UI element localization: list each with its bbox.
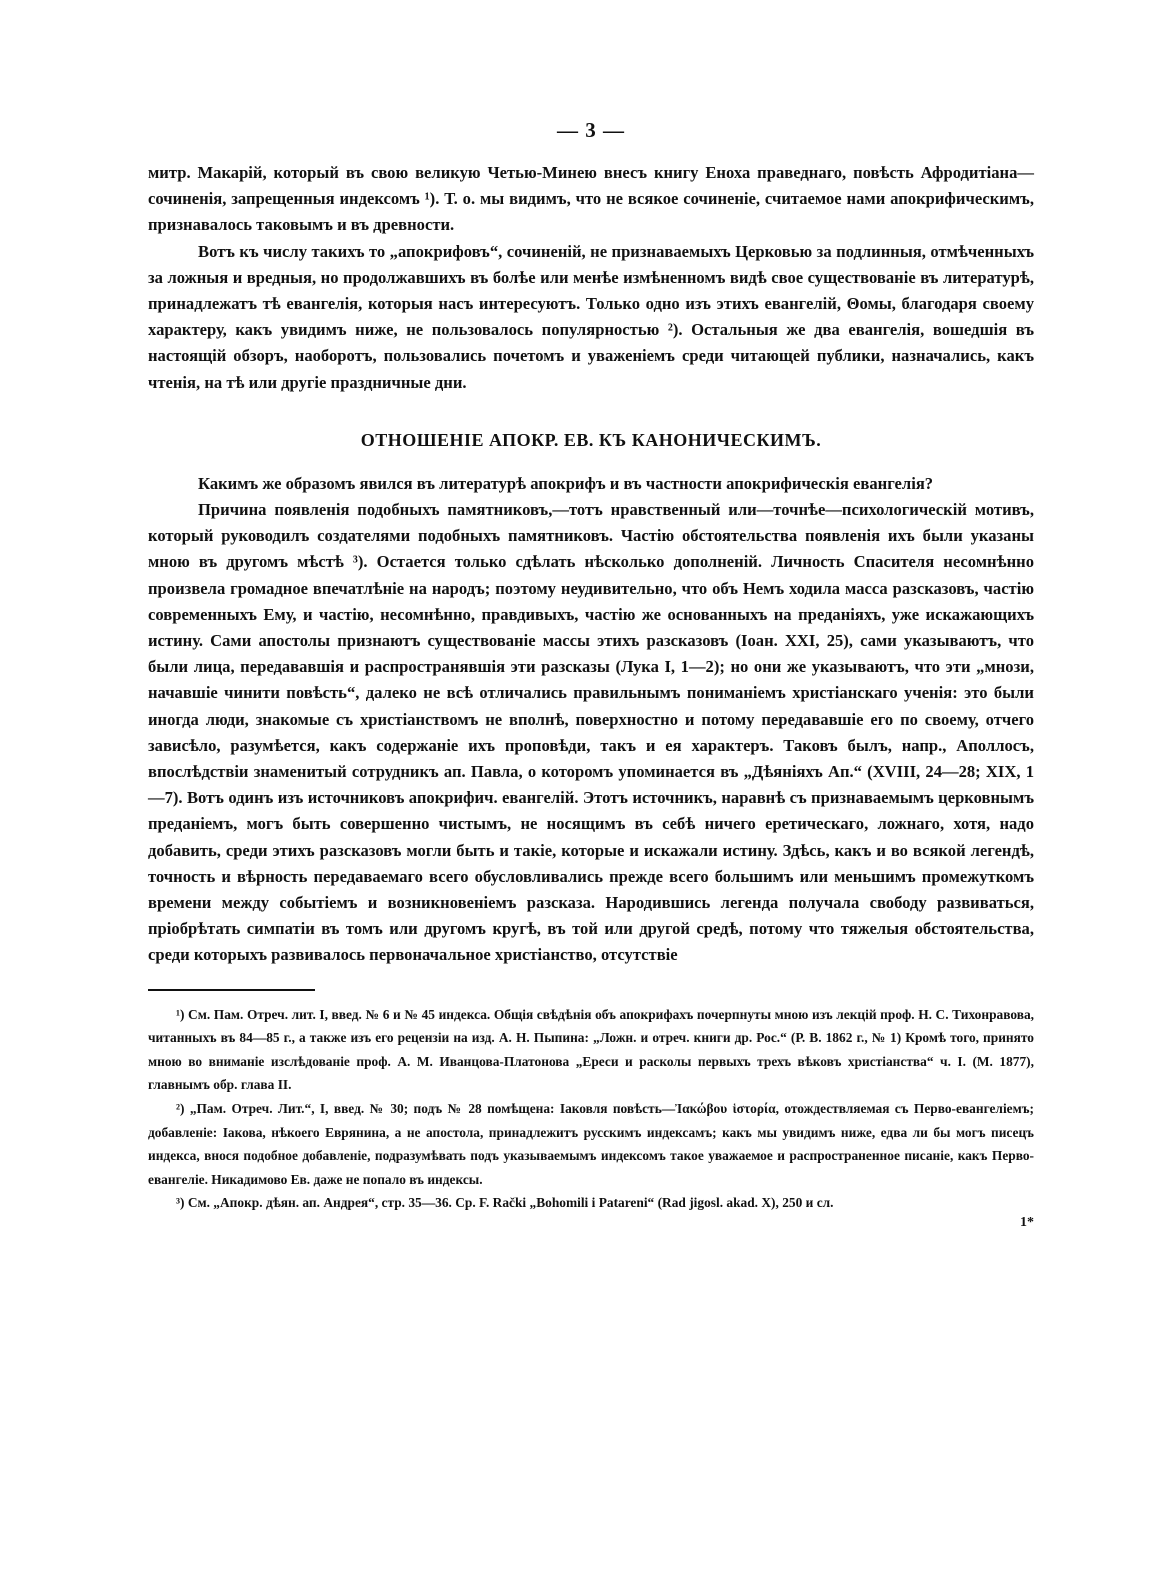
footnote-divider: [148, 989, 315, 991]
paragraph-apocrypha: Вотъ къ числу такихъ то „апокрифовъ“, сочиненій, не признаваемыхъ Церковью за подлинныя, отмѣченныхъ за ложныя и вредныя, но продолжавшихъ въ болѣе или менѣе измѣненномъ видѣ свое существованіе въ литературѣ, принадлежатъ тѣ евангелія, которыя насъ интересуютъ. Только одно изъ этихъ евангелій, Θомы, благодаря своему характеру, какъ увидимъ ниже, не пользовалось популярностью ²). Остальныя же два евангелія, вошедшія въ настоящій обзоръ, наоборотъ, пользовались почетомъ и уваженіемъ среди читающей публики, назначались, какъ чтенія, на тѣ или другіе праздничные дни.: [148, 241, 1034, 392]
page-number: — 3 —: [557, 118, 625, 142]
footnote-1: ¹) См. Пам. Отреч. лит. I, введ. № 6 и № 45 индекса. Общія свѣдѣнія объ апокрифахъ почерпнуты мною изъ лекцій проф. Н. С. Тихонравова, читанныхъ въ 84—85 г., а также изъ его рецензіи на изд. А. Н. Пыпина: „Ложн. и отреч. книги др. Рос.“ (Р. В. 1862 г., № 1) Кромѣ того, принято мною во вниманіе изслѣдованіе проф. А. М. Иванцова-Платонова „Ереси и расколы первыхъ трехъ вѣковъ христіанства“ ч. I. (М. 1877), главнымъ обр. глава II.: [148, 1006, 1034, 1093]
paragraph-question: Какимъ же образомъ явился въ литературѣ апокрифъ и въ частности апокрифическія евангелія?: [198, 473, 934, 493]
intro-paragraph: митр. Макарій, который въ свою великую Четью-Минею внесъ книгу Еноха праведнаго, повѣсть Афродитіана—сочиненія, запрещенныя индексомъ ¹). Т. о. мы видимъ, что не всякое сочиненіе, считаемое нами апокрифическимъ, признавалось таковымъ и въ древности.: [148, 163, 1034, 235]
signature-mark: 1*: [1020, 1215, 1034, 1231]
document-page: [148, 118, 1034, 1231]
section-heading: ОТНОШЕНІЕ АПОКР. ЕВ. КЪ КАНОНИЧЕСКИМЪ.: [360, 429, 822, 450]
footnote-2: ²) „Пам. Отреч. Лит.“, I, введ. № 30; подъ № 28 помѣщена: Іаковля повѣсть—Ἰακώβου ἱστορία, отождествляемая съ Перво-евангеліемъ; добавленіе: Іакова, нѣкоего Еврянина, а не апостола, принадлежитъ русскимъ индексамъ; какъ мы увидимъ ниже, едва ли бы могъ писецъ индекса, внося подобное добавленіе, подразумѣвать подъ указываемымъ индексомъ такое уважаемое и распространенное писаніе, какъ Перво-евангеліе. Никадимово Ев. даже не попало въ индексы.: [148, 1101, 1034, 1187]
footnote-3: ³) См. „Апокр. дѣян. ап. Андрея“, стр. 35—36. Ср. F. Rački „Bohomili i Patareni“ (Rad jigosl. akad. X), 250 и сл.: [176, 1195, 834, 1211]
paragraph-main: Причина появленія подобныхъ памятниковъ,—тотъ нравственный или—точнѣе—психологическій мотивъ, который руководилъ создателями подобныхъ памятниковъ. Частію обстоятельства появленія ихъ были указаны мною въ другомъ мѣстѣ ³). Остается только сдѣлать нѣсколько дополненій. Личность Спасителя несомнѣнно произвела громадное впечатлѣніе на народъ; поэтому неудивительно, что объ Немъ ходила масса разсказовъ, частію современныхъ Ему, и частію, несомнѣнно, правдивыхъ, частію же основанныхъ на преданіяхъ, уже искажающихъ истину. Сами апостолы признаютъ существованіе массы этихъ разсказовъ (Іоан. XXI, 25), сами указываютъ, что были лица, передававшія и распространявшія эти разсказы (Лука I, 1—2); но они же указываютъ, что эти „мнози, начавшіе чинити повѣсть“, далеко не всѣ отличались правильнымъ пониманіемъ христіанскаго ученія: это были иногда люди, знакомые съ христіанствомъ не вполнѣ, поверхностно и потому передававшіе его по своему, отчего зависѣло, разумѣется, какъ содержаніе ихъ проповѣди, такъ и ея характеръ. Таковъ былъ, напр., Аполлосъ, впослѣдствіи знаменитый сотрудникъ ап. Павла, о которомъ упоминается въ „Дѣяніяхъ Ап.“ (XVIII, 24—28; XIX, 1—7). Вотъ одинъ изъ источниковъ апокрифич. евангелій. Этотъ источникъ, наравнѣ съ признаваемымъ церковнымъ преданіемъ, могъ быть совершенно чистымъ, не носящимъ въ себѣ ничего еретическаго, ложнаго, хотя, надо добавить, среди этихъ разсказовъ могли быть и такіе, которые и искажали истину. Здѣсь, какъ и во всякой легендѣ, точность и вѣрность передаваемаго всего обусловливались прежде всего большимъ или меньшимъ промежуткомъ времени между событіемъ и возникновеніемъ разсказа. Народившись легенда получала свободу развиваться, пріобрѣтать симпатіи въ томъ или другомъ кругѣ, въ той или другой средѣ, потому что тяжелыя обстоятельства, среди которыхъ развивалось первоначальное христіанство, отсутствіе: [148, 500, 1034, 965]
